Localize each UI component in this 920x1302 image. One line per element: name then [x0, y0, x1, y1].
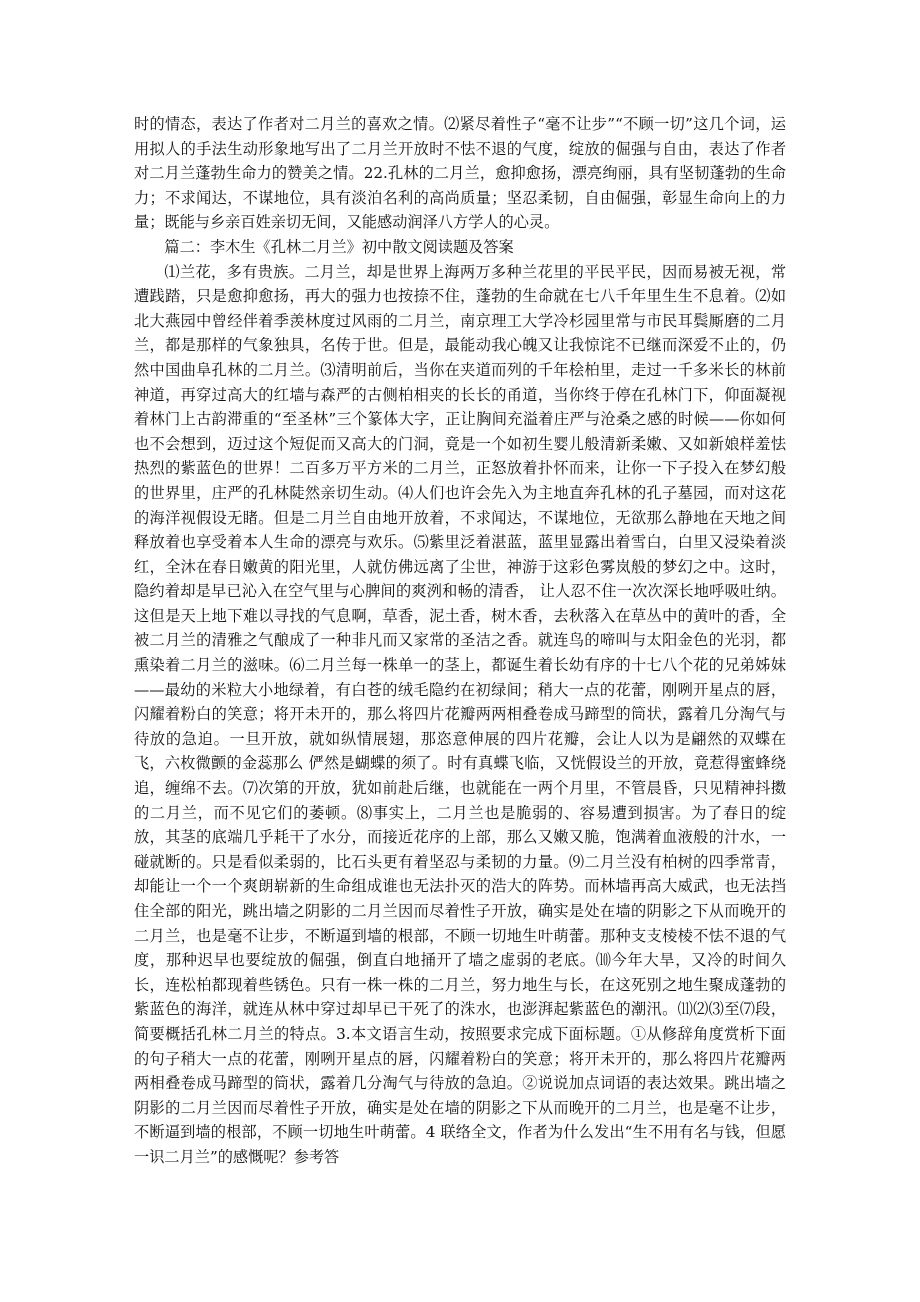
intro-paragraph: 时的情态，表达了作者对二月兰的喜欢之情。⑵紧尽着性子“毫不让步”“不顾一切”这几个词，运用拟人的手法生动形象地写出了二月兰开放时不怯不退的气度，绽放的倔强与自由，表达了作者对二月兰蓬勃生命力的赞美之情。22.孔林的二月兰，愈抑愈扬，漂亮绚丽，具有坚韧蓬勃的生命力；不求闻达，不谋地位，具有淡泊名利的高尚质量；坚忍柔韧，自由倔强，彰显生命向上的力量；既能与乡亲百姓亲切无间，又能感动润泽八方学人的心灵。 — [134, 115, 786, 232]
section-heading: 篇二：李木生《孔林二月兰》初中散文阅读题及答案 — [164, 237, 514, 256]
document-page — [134, 112, 786, 1170]
body-paragraph: ⑴兰花，多有贵族。二月兰，却是世界上海两万多种兰花里的平民平民，因而易被无视，常遭践踏，只是愈抑愈扬，再大的强力也按捺不住，蓬勃的生命就在七八千年里生生不息着。⑵如北大燕园中曾经伴着季羡林度过风雨的二月兰，南京理工大学冷杉园里常与市民耳鬓厮磨的二月兰，都是那样的气象独具，名传于世。但是，最能动我心魄又让我惊诧不已继而深爱不止的，仍然中国曲阜孔林的二月兰。⑶清明前后，当你在夹道而列的千年桧柏里，走过一千多米长的林前神道，再穿过高大的红墙与森严的古侧柏相夹的长长的甬道，当你终于停在孔林门下，仰面凝视着林门上古韵滞重的“至圣林”三个篆体大字，正让胸间充溢着庄严与沧桑之感的时候——你如何也不会想到，迈过这个短促而又高大的门洞，竟是一个如初生婴儿般清新柔嫩、又如新娘样羞怯热烈的紫蓝色的世界！二百多万平方米的二月兰，正怒放着扑怀而来，让你一下子投入在梦幻般的世界里，庄严的孔林陡然亲切生动。⑷人们也许会先入为主地直奔孔林的孔子墓园，而对这花的海洋视假设无睹。但是二月兰自由地开放着，不求闻达，不谋地位，无欲那么静地在天地之间释放着也享受着本人生命的漂亮与欢乐。⑸紫里泛着湛蓝，蓝里显露出着雪白，白里又浸染着淡红，全沐在春日嫩黄的阳光里，人就仿佛远离了尘世，神游于这彩色雾岚般的梦幻之中。这时，隐约着却是早已沁入在空气里与心脾间的爽洌和畅的清香， 让人忍不住一次次深长地呼吸吐纳。这但是天上地下难以寻找的气息啊，草香，泥土香，树木香，去秋落入在草丛中的黄叶的香，全被二月兰的清雅之气酿成了一种非凡而又家常的圣洁之香。就连鸟的啼叫与太阳金色的光羽，都熏染着二月兰的滋味。⑹二月兰每一株单一的茎上，都诞生着长幼有序的十七八个花的兄弟姊妹——最幼的米粒大小地绿着，有白苍的绒毛隐约在初绿间；稍大一点的花蕾，刚咧开星点的唇，闪耀着粉白的笑意；将开未开的，那么将四片花瓣两两相叠卷成马蹄型的筒状，露着几分淘气与待放的急迫。一旦开放，就如纵情展翅，那恣意伸展的四片花瓣，会让人以为是翩然的双蝶在飞，六枚微颤的金蕊那么 俨然是蝴蝶的须了。时有真蝶飞临，又恍假设兰的开放，竟惹得蜜蜂绕追，缠绵不去。⑺次第的开放，犹如前赴后继，也就能在一两个月里，不管晨昏，只见精神抖擞的二月兰，而不见它们的萎顿。⑻事实上，二月兰也是脆弱的、容易遭到损害。为了春日的绽放，其茎的底端几乎耗干了水分，而接近花序的上部，那么又嫩又脆，饱满着血液般的汁水，一碰就断的。只是看似柔弱的，比石头更有着坚忍与柔韧的力量。⑼二月兰没有柏树的四季常青，却能让一个一个爽朗崭新的生命组成谁也无法扑灭的浩大的阵势。而林墙再高大威武，也无法挡住全部的阳光，跳出墙之阴影的二月兰因而尽着性子开放，确实是处在墙的阴影之下从而晚开的二月兰，也是毫不让步，不断逼到墙的根部，不顾一切地生叶萌蕾。那种支支棱棱不怯不退的气度，那种迟早也要绽放的倔强，倒直白地捅开了墙之虚弱的老底。⑽今年大旱，又冷的时间久长，连松柏都现着些锈色。只有一株一株的二月兰，努力地生与长，在这死别之地生聚成蓬勃的紫蓝色的海洋，就连从林中穿过却早已干死了的洙水，也澎湃起紫蓝色的潮汛。⑾⑵⑶至⑺段，简要概括孔林二月兰的特点。3.本文语言生动，按照要求完成下面标题。①从修辞角度赏析下面的句子稍大一点的花蕾，刚咧开星点的唇，闪耀着粉白的笑意；将开未开的，那么将四片花瓣两两相叠卷成马蹄型的筒状，露着几分淘气与待放的急迫。②说说加点词语的表达效果。跳出墙之阴影的二月兰因而尽着性子开放，确实是处在墙的阴影之下从而晚开的二月兰，也是毫不让步，不断逼到墙的根部，不顾一切地生叶萌蕾。4 联络全文，作者为什么发出“生不用有名与钱，但愿一识二月兰”的感慨呢？参考答 — [134, 262, 786, 1166]
